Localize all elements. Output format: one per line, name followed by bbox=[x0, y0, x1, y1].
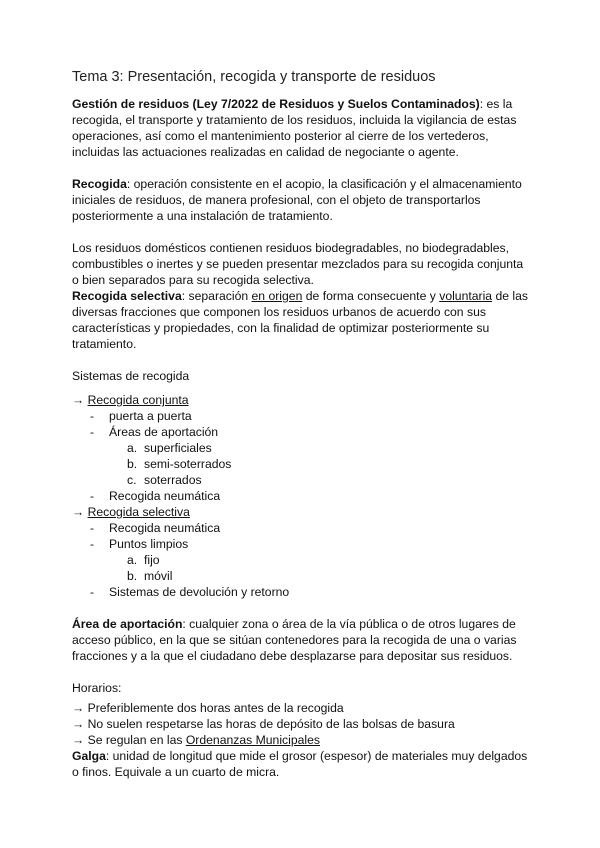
underlined-ordenanzas: Ordenanzas Municipales bbox=[185, 733, 320, 747]
sub-list-item bbox=[72, 440, 532, 456]
definition-area-aportacion: : cualquier zona o área de la vía pública o de otros lugares de acceso público, en la que se sitúan contenedores para la recogida de una o varias fracciones y a la que el ciudadano debe desplazarse para depositar sus residuos. bbox=[72, 617, 517, 663]
term-gestion-residuos: Gestión de residuos (Ley 7/2022 de Residuos y Suelos Contaminados) bbox=[72, 97, 480, 111]
horarios-line-2 bbox=[72, 716, 532, 732]
recogida-selectiva-label: Recogida selectiva bbox=[87, 505, 190, 519]
list-item: - Recogida neumática bbox=[72, 520, 532, 536]
definition-recogida: : operación consistente en el acopio, la clasificación y el almacenamiento iniciales de residuos, de manera profesional, con el objeto de transportarlos posteriormente a una instalación de tratamiento. bbox=[72, 177, 522, 223]
definition-part: de las diversas fracciones que componen los residuos urbanos de acuerdo con sus características y propiedades, con la finalidad de optimizar posteriormente su tratamiento. bbox=[72, 289, 528, 351]
recogida-conjunta-label: Recogida conjunta bbox=[87, 393, 189, 407]
list-item: - Recogida neumática bbox=[72, 488, 532, 504]
list-marker: c. bbox=[127, 473, 137, 487]
areas-aportacion-sublist bbox=[72, 440, 532, 488]
sub-list-item-text: superficiales bbox=[144, 441, 212, 455]
list-marker: a. bbox=[127, 441, 138, 455]
list-item-label: Áreas de aportación bbox=[109, 425, 219, 439]
sub-list-item bbox=[72, 472, 532, 488]
list-item: - puerta a puerta bbox=[72, 408, 532, 424]
underlined-en-origen: en origen bbox=[251, 289, 303, 303]
list-marker: a. bbox=[127, 553, 138, 567]
arrow-right-icon: → bbox=[72, 393, 85, 407]
horarios-text: Preferiblemente dos horas antes de la recogida bbox=[87, 701, 344, 715]
sistemas-heading: Sistemas de recogida bbox=[72, 369, 190, 383]
sub-list-item-text: soterrados bbox=[144, 473, 202, 487]
sub-list-item-text: semi-soterrados bbox=[144, 457, 232, 471]
term-area-aportacion: Área de aportación bbox=[72, 617, 183, 631]
definition-gestion-residuos: : es la recogida, el transporte y tratamiento de los residuos, incluida la vigilancia de estas operaciones, así como el mantenimiento posterior al cierre de los vertederos, incluidas las actuaciones realizadas en calidad de negociante o agente. bbox=[72, 97, 517, 159]
term-recogida: Recogida bbox=[72, 177, 127, 191]
sub-list-item bbox=[72, 552, 532, 568]
arrow-right-icon: → bbox=[72, 733, 85, 747]
definition-part: de forma consecuente y bbox=[302, 289, 440, 303]
sub-list-item bbox=[72, 568, 532, 584]
paragraph-recogida-selectiva bbox=[72, 288, 532, 352]
recogida-selectiva-list bbox=[72, 520, 532, 600]
horarios-text: No suelen respetarse las horas de depósito de las bolsas de basura bbox=[87, 717, 455, 731]
paragraph-galga bbox=[72, 748, 532, 780]
horarios-text: Se regulan en las bbox=[87, 733, 186, 747]
recogida-selectiva-line bbox=[72, 504, 532, 520]
horarios-heading: Horarios: bbox=[72, 681, 122, 695]
definition-part: : separación bbox=[181, 289, 252, 303]
list-item bbox=[72, 424, 532, 488]
puntos-limpios-sublist bbox=[72, 552, 532, 584]
sub-list-item-text: fijo bbox=[144, 553, 160, 567]
list-item bbox=[72, 536, 532, 584]
paragraph-area-aportacion bbox=[72, 616, 532, 664]
recogida-conjunta-line bbox=[72, 392, 532, 408]
paragraph-residuos-domesticos: Los residuos domésticos contienen residuos biodegradables, no biodegradables, combustibles o inertes y se pueden presentar mezclados para su recogida conjunta o bien separados para su recogida selectiva. bbox=[72, 241, 524, 287]
sub-list-item bbox=[72, 456, 532, 472]
list-marker: b. bbox=[127, 457, 138, 471]
term-galga: Galga bbox=[72, 749, 106, 763]
document-title: Tema 3: Presentación, recogida y transporte de residuos bbox=[72, 69, 436, 85]
underlined-voluntaria: voluntaria bbox=[439, 289, 493, 303]
recogida-conjunta-list bbox=[72, 408, 532, 504]
term-recogida-selectiva: Recogida selectiva bbox=[72, 289, 182, 303]
definition-galga: : unidad de longitud que mide el grosor (espesor) de materiales muy delgados o finos. Equivale a un cuarto de micra. bbox=[72, 749, 528, 779]
paragraph-recogida bbox=[72, 176, 532, 224]
horarios-line-3 bbox=[72, 732, 532, 748]
document-page bbox=[72, 68, 532, 780]
sub-list-item-text: móvil bbox=[144, 569, 173, 583]
list-item: - Sistemas de devolución y retorno bbox=[72, 584, 532, 600]
list-item-label: Puntos limpios bbox=[109, 537, 189, 551]
arrow-right-icon: → bbox=[72, 701, 85, 715]
paragraph-gestion-residuos bbox=[72, 96, 532, 160]
horarios-line-1 bbox=[72, 700, 532, 716]
arrow-right-icon: → bbox=[72, 505, 85, 519]
list-marker: b. bbox=[127, 569, 138, 583]
arrow-right-icon: → bbox=[72, 717, 85, 731]
